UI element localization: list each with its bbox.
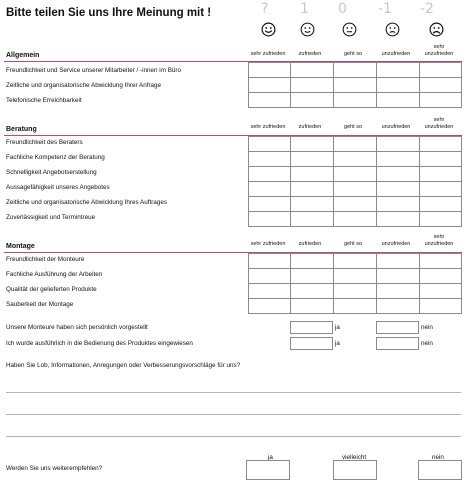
- no-label: nein: [421, 340, 433, 347]
- grid-line: [248, 211, 462, 212]
- grid-line: [248, 77, 462, 78]
- rating-row-label: Fachliche Ausführung der Arbeiten: [6, 271, 103, 278]
- happy-face-icon: [300, 22, 315, 37]
- rating-header: sehr unzufrieden: [424, 117, 454, 130]
- grid-line: [419, 136, 420, 226]
- grid-line: [248, 166, 462, 167]
- rating-row-label: Freundlichkeit des Beraters: [6, 139, 83, 146]
- grid-line: [248, 151, 462, 152]
- handwritten-mark: 1: [300, 1, 309, 17]
- rating-header: unzufrieden: [381, 241, 411, 247]
- feedback-question: Haben Sie Lob, Informationen, Anregungen oder Verbesserungsvorschläge für uns?: [6, 362, 241, 369]
- rating-header: unzufrieden: [381, 124, 411, 130]
- rating-row-label: Freundlichkeit und Service unserer Mitarbeiter / -innen im Büro: [6, 67, 181, 74]
- handwritten-mark: -1: [378, 1, 392, 17]
- grid-line: [333, 62, 334, 107]
- grid-line: [290, 62, 291, 107]
- rating-header: sehr zufrieden: [250, 51, 286, 57]
- grid-line: [248, 107, 462, 108]
- rating-header: geht so: [343, 124, 363, 130]
- grid-line: [376, 136, 377, 226]
- grid-line: [248, 253, 462, 254]
- section-title-montage: Montage: [6, 243, 35, 250]
- neutral-face-icon: [342, 22, 357, 37]
- recommend-option-label: vielleicht: [342, 454, 367, 461]
- grid-line: [248, 136, 249, 226]
- grid-line: [290, 136, 291, 226]
- yes-no-question: Ich wurde ausführlich in die Bedienung des Produktes eingewiesen: [6, 340, 193, 347]
- rating-row-label: Schnelligkeit Angebotserstellung: [6, 169, 97, 176]
- grid-line: [419, 62, 420, 107]
- rating-row-label: Zeitliche und organisatorische Abwicklung Ihrer Anfrage: [6, 82, 162, 89]
- grid-line: [248, 136, 462, 137]
- grid-line: [248, 62, 462, 63]
- section-title-allgemein: Allgemein: [6, 52, 40, 59]
- handwritten-mark: -2: [420, 1, 434, 17]
- grid-line: [248, 313, 462, 314]
- rating-header: sehr unzufrieden: [424, 44, 454, 57]
- grid-line: [248, 283, 462, 284]
- feedback-writing-line[interactable]: [6, 414, 461, 415]
- rating-header: geht so: [343, 51, 363, 57]
- very-sad-face-icon: [429, 22, 444, 37]
- grid-line: [376, 253, 377, 313]
- grid-line: [248, 92, 462, 93]
- feedback-writing-line[interactable]: [6, 436, 461, 437]
- grid-line: [248, 181, 462, 182]
- yes-no-question: Unsere Monteure haben sich persönlich vorgestellt: [6, 324, 148, 331]
- grid-line: [461, 62, 462, 107]
- very-happy-face-icon: [261, 22, 276, 37]
- grid-line: [290, 253, 291, 313]
- grid-line: [248, 226, 462, 227]
- grid-line: [461, 253, 462, 313]
- recommend-question: Werden Sie uns weiterempfehlen?: [6, 465, 103, 472]
- recommend-maybe-box[interactable]: [333, 460, 377, 480]
- rating-row-label: Zuverlässigkeit und Termintreue: [6, 214, 96, 221]
- yes-label: ja: [335, 340, 340, 347]
- recommend-option-label: nein: [432, 454, 444, 461]
- grid-line: [419, 253, 420, 313]
- rating-row-label: Fachliche Kompetenz der Beratung: [6, 154, 105, 161]
- yes-checkbox[interactable]: [290, 321, 333, 334]
- no-checkbox[interactable]: [376, 321, 419, 334]
- no-checkbox[interactable]: [376, 337, 419, 350]
- handwritten-mark: 0: [338, 1, 347, 17]
- handwritten-mark: ?: [261, 1, 269, 17]
- rating-row-label: Sauberkeit der Montage: [6, 301, 74, 308]
- rating-header: sehr zufrieden: [250, 241, 286, 247]
- no-label: nein: [421, 324, 433, 331]
- rating-row-label: Telefonische Erreichbarkeit: [6, 97, 82, 104]
- rating-header: zufrieden: [298, 241, 322, 247]
- grid-line: [333, 136, 334, 226]
- recommend-option-label: ja: [268, 454, 273, 461]
- grid-line: [461, 136, 462, 226]
- rating-row-label: Qualität der gelieferten Produkte: [6, 286, 97, 293]
- rating-header: zufrieden: [298, 51, 322, 57]
- rating-header: geht so: [343, 241, 363, 247]
- sad-face-icon: [385, 22, 400, 37]
- grid-line: [248, 253, 249, 313]
- rating-header: unzufrieden: [381, 51, 411, 57]
- rating-row-label: Zeitliche und organisatorische Abwicklung Ihres Auftrages: [6, 199, 168, 206]
- grid-line: [248, 268, 462, 269]
- rating-header: sehr unzufrieden: [424, 234, 454, 247]
- grid-line: [376, 62, 377, 107]
- feedback-writing-line[interactable]: [6, 392, 461, 393]
- page-title: Bitte teilen Sie uns Ihre Meinung mit !: [6, 7, 212, 19]
- section-title-beratung: Beratung: [6, 126, 37, 133]
- grid-line: [248, 196, 462, 197]
- rating-header: sehr zufrieden: [250, 124, 286, 130]
- grid-line: [333, 253, 334, 313]
- yes-checkbox[interactable]: [290, 337, 333, 350]
- rating-row-label: Aussagefähigkeit unseres Angebotes: [6, 184, 110, 191]
- recommend-no-box[interactable]: [418, 460, 462, 480]
- yes-label: ja: [335, 324, 340, 331]
- grid-line: [248, 62, 249, 107]
- rating-row-label: Freundlichkeit der Monteure: [6, 256, 85, 263]
- grid-line: [248, 298, 462, 299]
- rating-header: zufrieden: [298, 124, 322, 130]
- recommend-yes-box[interactable]: [246, 460, 290, 480]
